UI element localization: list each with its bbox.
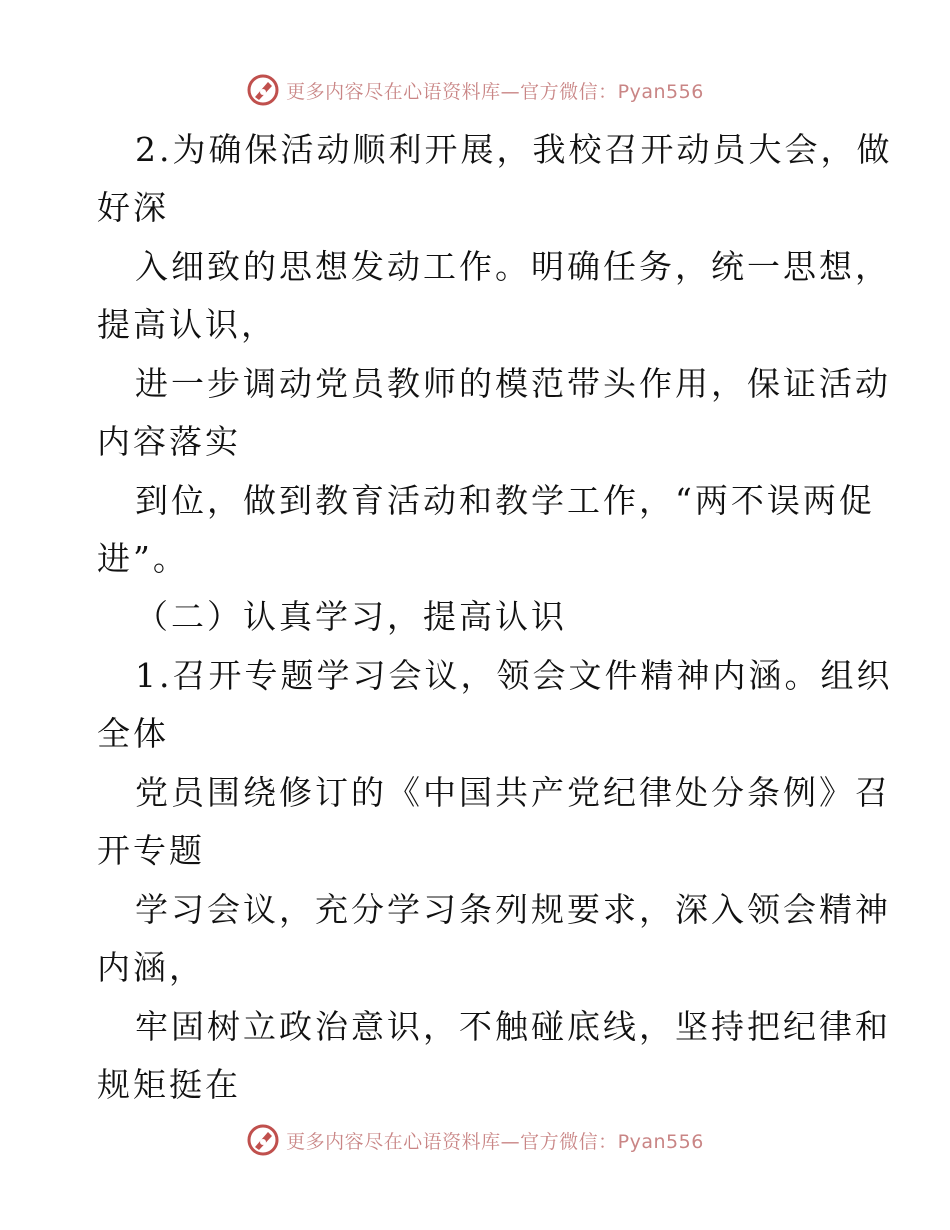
text-line: 入细致的思想发动工作。明确任务，统一思想， <box>135 247 891 286</box>
text-line: 内容落实 <box>97 422 241 461</box>
text-line: 牢固树立政治意识，不触碰底线，坚持把纪律和 <box>135 1007 891 1046</box>
pen-seal-icon <box>246 73 280 107</box>
text-line: 1.召开专题学习会议，领会文件精神内涵。组织 <box>135 656 893 695</box>
text-line: 进”。 <box>97 539 189 578</box>
text-line: 党员围绕修订的《中国共产党纪律处分条例》召 <box>135 773 891 812</box>
text-line: 学习会议，充分学习条列规要求，深入领会精神 <box>135 890 891 929</box>
text-line: 提高认识， <box>97 305 277 344</box>
text-line: 好深 <box>97 188 169 227</box>
text-line: 进一步调动党员教师的模范带头作用，保证活动 <box>135 364 891 403</box>
text-line: 全体 <box>97 714 169 753</box>
text-line: 到位，做到教育活动和教学工作，“两不误两促 <box>135 481 875 520</box>
text-line: 开专题 <box>97 831 205 870</box>
footer-watermark <box>0 1120 950 1160</box>
pen-seal-icon <box>246 1123 280 1157</box>
header-watermark <box>0 70 950 110</box>
text-line: 内涵， <box>97 948 205 987</box>
section-heading: （二）认真学习，提高认识 <box>135 597 567 636</box>
watermark-text: 更多内容尽在心语资料库—官方微信：Pyan556 <box>286 1130 704 1153</box>
text-line: 2.为确保活动顺利开展，我校召开动员大会，做 <box>135 130 893 169</box>
watermark-text: 更多内容尽在心语资料库—官方微信：Pyan556 <box>286 80 704 103</box>
text-line: 规矩挺在 <box>97 1065 241 1104</box>
